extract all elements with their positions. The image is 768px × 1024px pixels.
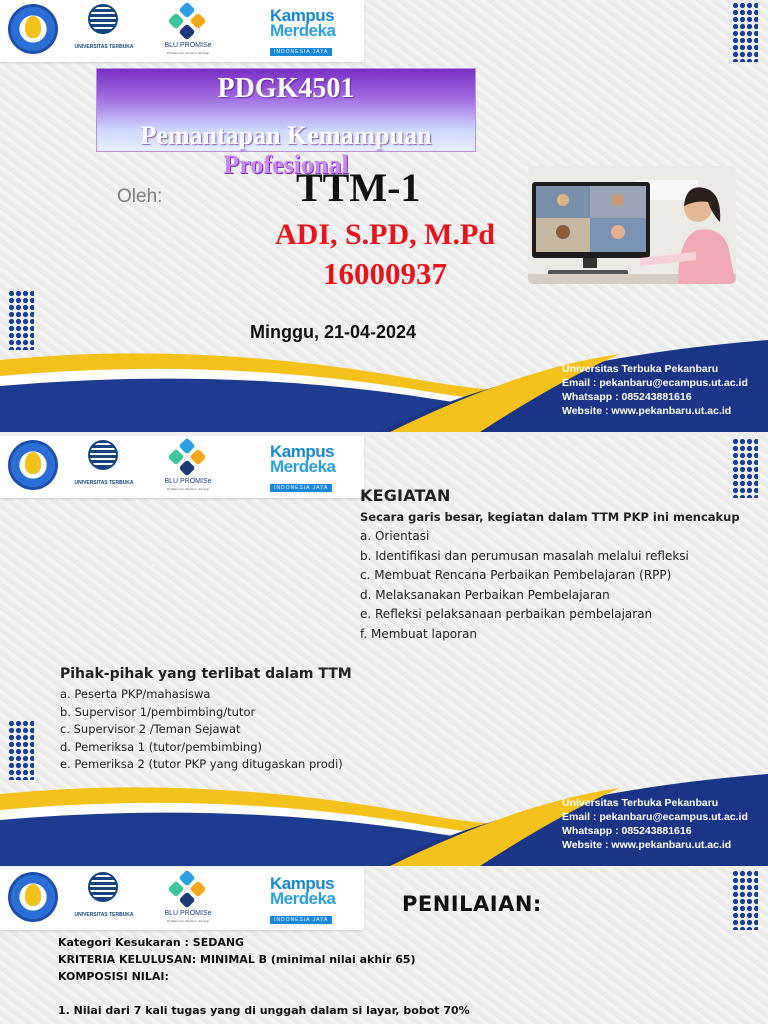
author-name: ADI, S.PD, M.Pd [274, 218, 495, 251]
km-tag: INDONESIA JAYA [270, 916, 332, 924]
logo-bar [0, 0, 364, 62]
kemendikbud-logo [8, 872, 58, 922]
footer-band [0, 774, 768, 866]
blu-promise-logo [156, 872, 220, 926]
footer-email: Email : pekanbaru@ecampus.ut.ac.id [562, 377, 748, 389]
kegiatan-section [360, 486, 760, 644]
footer-contact [562, 362, 748, 418]
penilaian-info [58, 934, 678, 1019]
kampus-merdeka-logo [270, 876, 360, 926]
km-line1: Kampus [270, 874, 335, 893]
logo-bar [0, 868, 364, 930]
title-box [96, 68, 476, 152]
blu-promise-logo [156, 4, 220, 58]
komposisi-nilai: KOMPOSISI NILAI: [58, 970, 169, 983]
km-line2: Merdeka [270, 21, 336, 40]
pihak-item: b. Supervisor 1/pembimbing/tutor [60, 704, 256, 719]
footer-whatsapp: Whatsapp : 085243881616 [562, 391, 692, 403]
dot-pattern [732, 870, 758, 930]
ut-globe-icon [88, 872, 118, 902]
blu-promise-icon [170, 872, 204, 906]
by-label: Oleh: [117, 186, 163, 207]
km-line1: Kampus [270, 6, 335, 25]
pihak-section [60, 666, 380, 774]
penilaian-title: PENILAIAN: [402, 892, 542, 916]
blu-promise-sub: Profesional, Modern, Sinergi [167, 919, 209, 923]
ut-logo [72, 4, 136, 58]
slide-3 [0, 868, 768, 1024]
spacer [58, 985, 678, 1002]
footer-contact [562, 796, 748, 852]
ut-logo-text: UNIVERSITAS TERBUKA [74, 912, 134, 918]
pihak-title: Pihak-pihak yang terlibat dalam TTM [60, 666, 352, 682]
blu-promise-text: BLU PROMISe [164, 478, 212, 485]
kegiatan-title: KEGIATAN [360, 486, 451, 505]
kampus-merdeka-logo [270, 8, 360, 58]
ut-logo [72, 440, 136, 494]
course-code: PDGK4501 [217, 73, 355, 104]
course-name-line2: Profesional [223, 150, 349, 179]
blu-promise-text: BLU PROMISe [164, 910, 212, 917]
km-tag: INDONESIA JAYA [270, 48, 332, 56]
km-line2: Merdeka [270, 889, 336, 908]
footer-website: Website : www.pekanbaru.ut.ac.id [562, 405, 732, 417]
pihak-item: c. Supervisor 2 /Teman Sejawat [60, 722, 241, 736]
ut-logo-text: UNIVERSITAS TERBUKA [74, 44, 134, 50]
ut-logo-text: UNIVERSITAS TERBUKA [74, 480, 134, 486]
slide-2 [0, 436, 768, 866]
pihak-item: d. Pemeriksa 1 (tutor/pembimbing) [60, 739, 263, 754]
kegiatan-item: f. Membuat laporan [360, 626, 478, 641]
kegiatan-item: b. Identifikasi dan perumusan masalah melalui refleksi [360, 548, 689, 563]
blu-promise-sub: Profesional, Modern, Sinergi [167, 487, 209, 491]
logo-bar [0, 436, 364, 498]
blu-promise-icon [170, 440, 204, 474]
kriteria-kelulusan: KRITERIA KELULUSAN: MINIMAL B (minimal nilai akhir 65) [58, 953, 416, 966]
footer-whatsapp: Whatsapp : 085243881616 [562, 825, 692, 837]
kampus-merdeka-logo [270, 444, 360, 494]
footer-email: Email : pekanbaru@ecampus.ut.ac.id [562, 811, 748, 823]
footer-band [0, 340, 768, 432]
blu-promise-logo [156, 440, 220, 494]
kegiatan-intro: Secara garis besar, kegiatan dalam TTM PKP ini mencakup [360, 510, 740, 524]
footer-line1: Universitas Terbuka Pekanbaru [562, 797, 719, 809]
slide-1 [0, 0, 768, 432]
course-name-line1: Pemantapan Kemampuan [140, 121, 432, 150]
blu-promise-sub: Profesional, Modern, Sinergi [167, 51, 209, 55]
kegiatan-item: d. Melaksanakan Perbaikan Pembelajaran [360, 587, 610, 602]
km-line2: Merdeka [270, 457, 336, 476]
kegiatan-item: c. Membuat Rencana Perbaikan Pembelajaran (RPP) [360, 568, 672, 582]
footer-website: Website : www.pekanbaru.ut.ac.id [562, 839, 732, 851]
kemendikbud-logo [8, 4, 58, 54]
student-id: 16000937 [323, 256, 447, 291]
dot-pattern [8, 720, 34, 780]
km-tag: INDONESIA JAYA [270, 484, 332, 492]
kegiatan-item: e. Refleksi pelaksanaan perbaikan pembelajaran [360, 607, 653, 621]
pihak-item: a. Peserta PKP/mahasiswa [60, 687, 211, 701]
session-date: Minggu, 21-04-2024 [250, 322, 417, 342]
kategori-kesukaran: Kategori Kesukaran : SEDANG [58, 936, 245, 949]
footer-line1: Universitas Terbuka Pekanbaru [562, 363, 719, 375]
pihak-item: e. Pemeriksa 2 (tutor PKP yang ditugaskan prodi) [60, 757, 343, 771]
nilai-item: 1. Nilai dari 7 kali tugas yang di unggah dalam si layar, bobot 70% [58, 1004, 470, 1017]
online-class-photo [528, 166, 736, 284]
kegiatan-item: a. Orientasi [360, 529, 430, 543]
blu-promise-icon [170, 4, 204, 38]
ut-globe-icon [88, 440, 118, 470]
ut-logo [72, 872, 136, 926]
dot-pattern [732, 2, 758, 62]
blu-promise-text: BLU PROMISe [164, 42, 212, 49]
kemendikbud-logo [8, 440, 58, 490]
session-title: TTM-1 [296, 165, 421, 210]
ut-globe-icon [88, 4, 118, 34]
km-line1: Kampus [270, 442, 335, 461]
